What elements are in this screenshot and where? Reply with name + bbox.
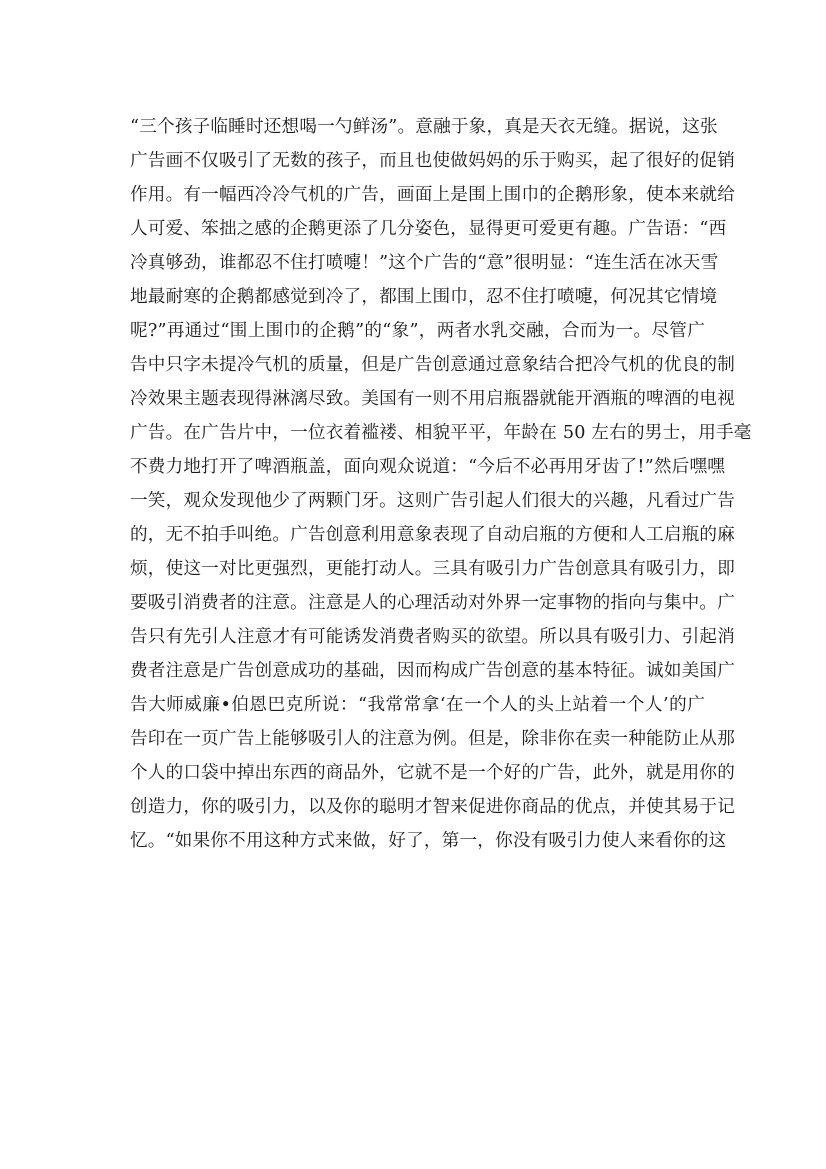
text-line: 费者注意是广告创意成功的基础，因而构成广告创意的基本特征。诚如美国广 [130,661,735,681]
text-line: 要吸引消费者的注意。注意是人的心理活动对外界一定事物的指向与集中。广 [130,593,735,613]
text-line: 创造力，你的吸引力，以及你的聪明才智来促进你商品的优点，并使其易于记 [130,797,735,817]
text-line: 作用。有一幅西冷冷气机的广告，画面上是围上围巾的企鹅形象，使本来就给 [130,185,735,205]
text-line: 冷真够劲，谁都忍不住打喷嚏！”这个广告的“意”很明显：“连生活在冰天雪 [130,253,719,273]
text-line: 地最耐寒的企鹅都感觉到冷了，都围上围巾，忍不住打喷嚏，何况其它情境 [130,287,718,307]
text-line: 告只有先引人注意才有可能诱发消费者购买的欲望。所以具有吸引力、引起消 [130,627,735,647]
text-line: 不费力地打开了啤酒瓶盖，面向观众说道：“今后不必再用牙齿了!”然后嘿嘿 [130,457,726,477]
text-line: 冷效果主题表现得淋漓尽致。美国有一则不用启瓶器就能开酒瓶的啤酒的电视 [130,389,735,409]
text-line: 个人的口袋中掉出东西的商品外，它就不是一个好的广告，此外，就是用你的 [130,763,735,783]
text-line: 一笑，观众发现他少了两颗门牙。这则广告引起人们很大的兴趣，凡看过广告 [130,491,735,511]
text-line: 告中只字未提冷气机的质量，但是广告创意通过意象结合把冷气机的优良的制 [130,355,735,375]
text-line: 人可爱、笨拙之感的企鹅更添了几分姿色，显得更可爱更有趣。广告语：“西 [130,219,727,239]
text-line: 的，无不拍手叫绝。广告创意利用意象表现了自动启瓶的方便和人工启瓶的麻 [130,525,735,545]
text-line: 告大师威廉•伯恩巴克所说：“我常常拿‘在一个人的头上站着一个人’的广 [130,695,705,715]
text-line: 呢?”再通过“围上围巾的企鹅”的“象”，两者水乳交融，合而为一。尽管广 [130,321,705,341]
body-text [130,110,752,858]
text-line: 广告。在广告片中，一位衣着褴褛、相貌平平，年龄在 50 左右的男士，用手毫 [130,423,752,443]
text-line: 忆。“如果你不用这种方式来做，好了，第一，你没有吸引力使人来看你的这 [130,831,727,851]
text-line: “三个孩子临睡时还想喝一勺鲜汤”。意融于象，真是天衣无缝。据说，这张 [130,117,718,137]
text-line: 告印在一页广告上能够吸引人的注意为例。但是，除非你在卖一种能防止从那 [130,729,735,749]
text-line: 广告画不仅吸引了无数的孩子，而且也使做妈妈的乐于购买，起了很好的促销 [130,151,735,171]
text-line: 烦，使这一对比更强烈，更能打动人。三具有吸引力广告创意具有吸引力，即 [130,559,735,579]
